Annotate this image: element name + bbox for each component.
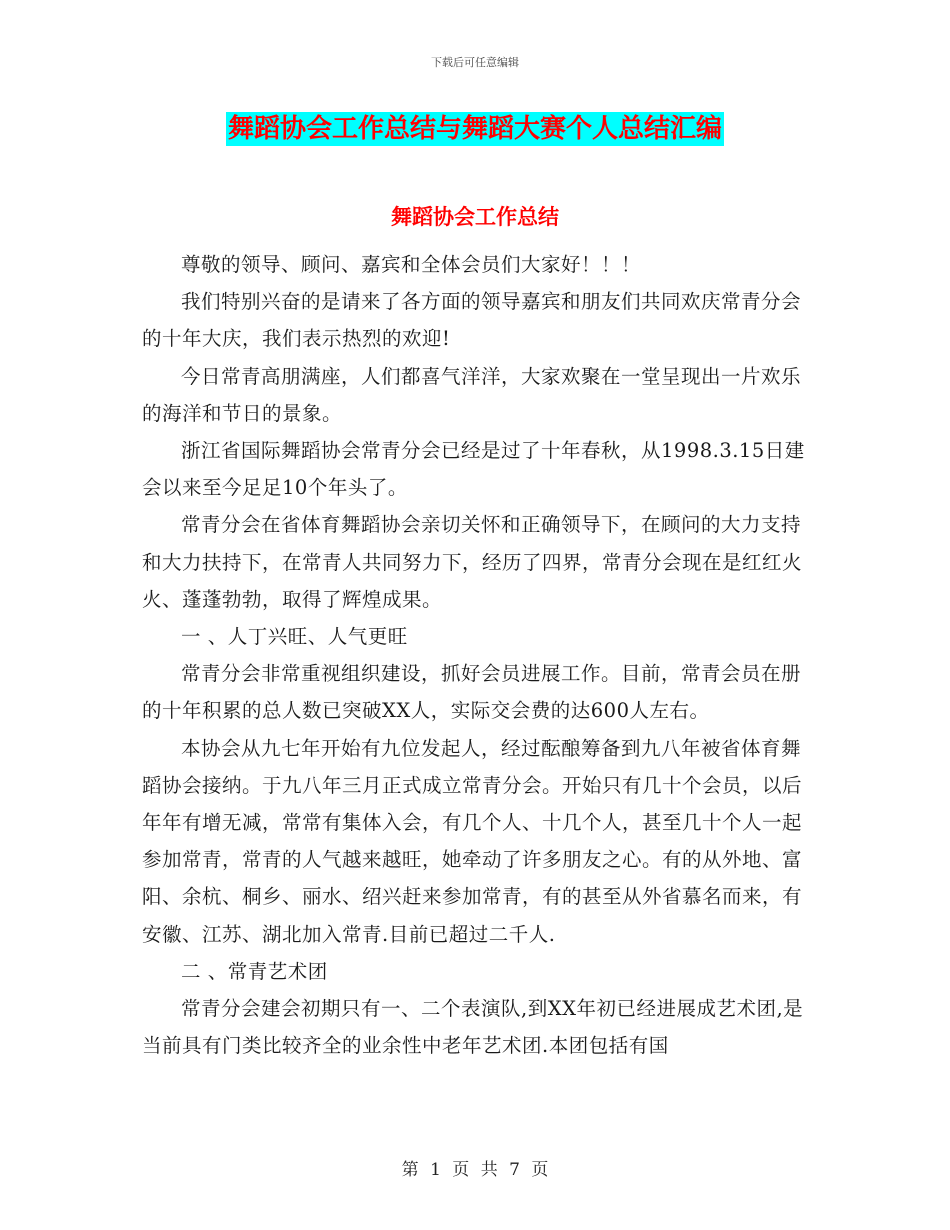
paragraph-celebration: 今日常青高朋满座，人们都喜气洋洋，大家欢聚在一堂呈现出一片欢乐的海洋和节日的景象。 <box>142 364 802 425</box>
paragraph-membership: 常青分会非常重视组织建设，抓好会员进展工作。目前，常青会员在册的十年积累的总人数已突破XX人，实际交会费的达600人左右。 <box>142 662 802 723</box>
heading-art-troupe: 二 、常青艺术团 <box>181 959 328 983</box>
paragraph-founding: 本协会从九七年开始有九位发起人，经过酝酿筹备到九八年被省体育舞蹈协会接纳。于九八年三月正式成立常青分会。开始只有几十个会员，以后年年有增无减，常常有集体入会，有几个人、十几个人，甚至几十个人一起参加常青，常青的人气越来越旺，她牵动了许多朋友之心。有的从外地、富阳、余杭、桐乡、丽水、绍兴赶来参加常青，有的甚至从外省慕名而来，有安徽、江苏、湖北加入常青.目前已超过二千人. <box>142 736 803 946</box>
heading-membership: 一 、人丁兴旺、人气更旺 <box>181 625 408 649</box>
document-body <box>142 246 812 1064</box>
section-title: 舞蹈协会工作总结 <box>391 205 559 229</box>
page-number-footer: 第 1 页 共 7 页 <box>401 1160 549 1180</box>
paragraph-greeting: 尊敬的领导、顾问、嘉宾和全体会员们大家好！！！ <box>181 253 642 276</box>
main-title-container <box>0 112 950 146</box>
page-header-note: 下载后可任意编辑 <box>431 56 519 69</box>
main-title: 舞蹈协会工作总结与舞蹈大赛个人总结汇编 <box>227 114 722 144</box>
paragraph-achievements: 常青分会在省体育舞蹈协会亲切关怀和正确领导下，在顾问的大力支持和大力扶持下，在常青人共同努力下，经历了四界，常青分会现在是红红火火、蓬蓬勃勃，取得了辉煌成果。 <box>142 513 803 611</box>
paragraph-art-troupe: 常青分会建会初期只有一、二个表演队,到XX年初已经进展成艺术团,是当前具有门类比较齐全的业余性中老年艺术团.本团包括有国 <box>142 997 804 1058</box>
paragraph-history: 浙江省国际舞蹈协会常青分会已经是过了十年春秋，从1998.3.15日建会以来至今足足10个年头了。 <box>142 439 805 500</box>
paragraph-welcome: 我们特别兴奋的是请来了各方面的领导嘉宾和朋友们共同欢庆常青分会的十年大庆，我们表示热烈的欢迎! <box>142 290 802 351</box>
